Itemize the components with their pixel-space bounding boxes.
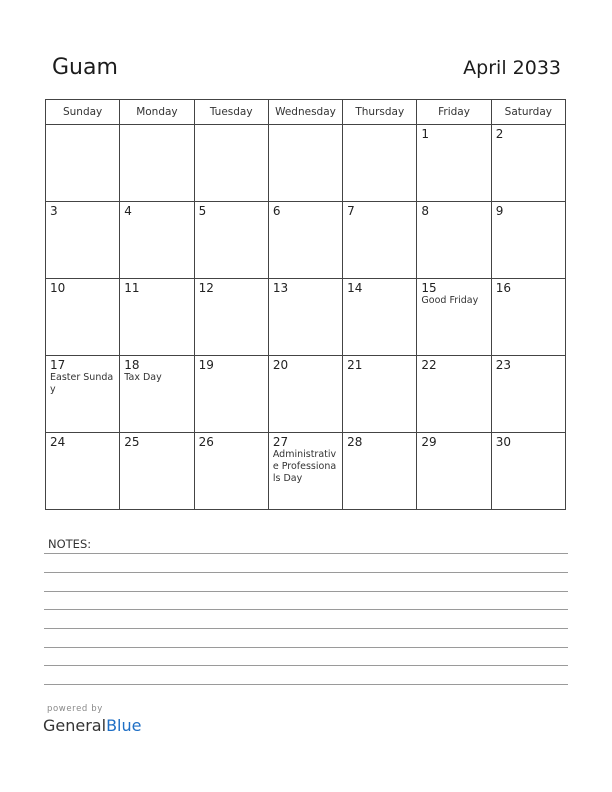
day-cell bbox=[417, 279, 491, 356]
calendar-grid bbox=[45, 99, 566, 510]
day-cell bbox=[417, 125, 491, 202]
day-cell bbox=[343, 202, 417, 279]
day-number: 17 bbox=[50, 358, 66, 372]
note-line bbox=[44, 665, 568, 666]
day-number: 10 bbox=[50, 281, 66, 295]
day-cell bbox=[417, 356, 491, 433]
day-cell bbox=[46, 433, 120, 510]
brand-logo bbox=[43, 716, 141, 735]
day-number: 8 bbox=[421, 204, 430, 218]
day-number: 21 bbox=[347, 358, 363, 372]
holiday-label: Administrative Professionals Day bbox=[272, 449, 337, 484]
day-cell bbox=[343, 279, 417, 356]
week-row bbox=[46, 356, 566, 433]
day-number: 19 bbox=[198, 358, 214, 372]
day-cell bbox=[491, 433, 565, 510]
day-cell bbox=[120, 279, 194, 356]
day-cell bbox=[194, 125, 268, 202]
week-row bbox=[46, 125, 566, 202]
day-number: 6 bbox=[272, 204, 281, 218]
day-number: 5 bbox=[198, 204, 207, 218]
day-number: 11 bbox=[124, 281, 140, 295]
weekday-header: Friday bbox=[417, 100, 491, 125]
day-number: 15 bbox=[421, 281, 437, 295]
day-cell bbox=[120, 433, 194, 510]
week-row bbox=[46, 433, 566, 510]
day-number: 22 bbox=[421, 358, 437, 372]
day-number: 24 bbox=[50, 435, 66, 449]
day-cell bbox=[120, 356, 194, 433]
day-cell bbox=[194, 433, 268, 510]
weekday-header: Monday bbox=[120, 100, 194, 125]
week-row bbox=[46, 279, 566, 356]
day-cell bbox=[268, 356, 342, 433]
day-cell bbox=[194, 356, 268, 433]
day-cell bbox=[268, 433, 342, 510]
day-number: 28 bbox=[347, 435, 363, 449]
day-number: 3 bbox=[50, 204, 58, 218]
day-cell bbox=[46, 125, 120, 202]
day-number: 2 bbox=[495, 127, 504, 141]
day-number: 4 bbox=[124, 204, 132, 218]
brand-blue-text: Blue bbox=[106, 716, 142, 735]
day-cell bbox=[46, 279, 120, 356]
day-cell bbox=[343, 356, 417, 433]
weekday-header: Saturday bbox=[491, 100, 565, 125]
day-number: 26 bbox=[198, 435, 214, 449]
day-number: 12 bbox=[198, 281, 214, 295]
day-cell bbox=[491, 202, 565, 279]
note-line bbox=[44, 591, 568, 592]
day-cell bbox=[46, 356, 120, 433]
weekday-header: Sunday bbox=[46, 100, 120, 125]
day-cell bbox=[417, 433, 491, 510]
day-number: 1 bbox=[421, 127, 430, 141]
week-row bbox=[46, 202, 566, 279]
month-year-title: April 2033 bbox=[463, 57, 561, 79]
day-number: 30 bbox=[495, 435, 511, 449]
day-cell bbox=[120, 125, 194, 202]
powered-by-text: powered by bbox=[47, 704, 103, 714]
holiday-label: Easter Sunday bbox=[50, 372, 114, 395]
holiday-label: Tax Day bbox=[124, 372, 162, 383]
day-number: 27 bbox=[272, 435, 289, 449]
notes-label: NOTES: bbox=[48, 537, 92, 551]
note-line bbox=[44, 628, 568, 629]
day-number: 13 bbox=[272, 281, 289, 295]
weekday-header: Wednesday bbox=[268, 100, 342, 125]
day-cell bbox=[491, 125, 565, 202]
day-cell bbox=[491, 279, 565, 356]
region-title: Guam bbox=[52, 55, 118, 80]
brand-general-text: General bbox=[43, 716, 107, 735]
note-line bbox=[44, 553, 568, 554]
day-number: 7 bbox=[347, 204, 355, 218]
day-cell bbox=[343, 125, 417, 202]
note-line bbox=[44, 609, 568, 610]
day-cell bbox=[194, 202, 268, 279]
day-number: 25 bbox=[124, 435, 140, 449]
day-cell bbox=[343, 433, 417, 510]
note-line bbox=[44, 572, 568, 573]
day-cell bbox=[268, 202, 342, 279]
weekday-header: Thursday bbox=[343, 100, 417, 125]
day-number: 29 bbox=[421, 435, 437, 449]
day-number: 14 bbox=[347, 281, 363, 295]
note-line bbox=[44, 684, 568, 685]
weekday-header: Tuesday bbox=[194, 100, 268, 125]
day-cell bbox=[417, 202, 491, 279]
day-number: 20 bbox=[272, 358, 289, 372]
weekday-header-row bbox=[46, 100, 566, 125]
day-number: 23 bbox=[495, 358, 511, 372]
day-number: 16 bbox=[495, 281, 511, 295]
day-cell bbox=[268, 125, 342, 202]
day-cell bbox=[46, 202, 120, 279]
day-cell bbox=[194, 279, 268, 356]
day-cell bbox=[491, 356, 565, 433]
day-cell bbox=[268, 279, 342, 356]
day-cell bbox=[120, 202, 194, 279]
note-line bbox=[44, 647, 568, 648]
day-number: 9 bbox=[495, 204, 504, 218]
day-number: 18 bbox=[124, 358, 140, 372]
holiday-label: Good Friday bbox=[421, 295, 479, 306]
